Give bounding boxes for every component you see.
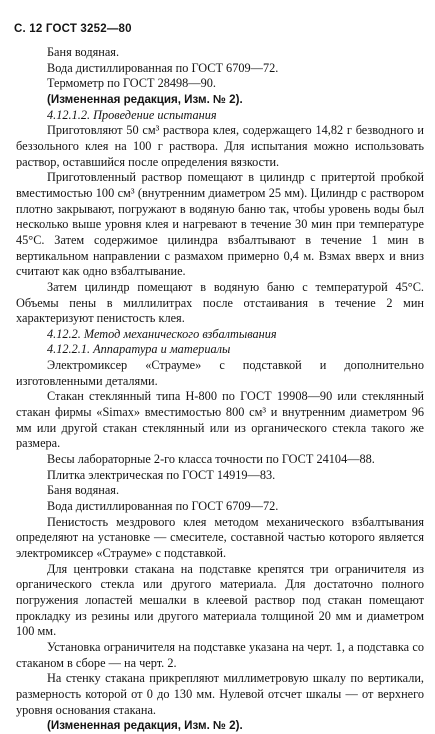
paragraph: На стенку стакана прикрепляют миллиметровую шкалу по вертикали, размерность которой от 0 до 130 мм. Нулевой отсчет шкалы — от верхнего уровня основания стакана. [16,671,424,717]
section-heading: 4.12.2. Метод механического взбалтывания [47,326,277,341]
paragraph: Затем цилиндр помещают в водяную баню с температурой 45°С. Объемы пены в миллилитрах после отстаивания в течение 2 мин характеризуют пенистость клея. [16,279,424,326]
text-line: Весы лабораторные 2-го класса точности по ГОСТ 24104—88. [47,452,375,467]
paragraph: Для центровки стакана на подставке крепятся три ограничителя из органического стекла или другого материала. Для достаточно полного погружения лопастей мешалки в клеевой раствор под стакан помещают прокладку из резины или другого материала толщиной 20 мм и диаметром 100 мм. [16,561,424,639]
paragraph: Установка ограничителя на подставке указана на черт. 1, а подставка со стаканом в сборе — на черт. 2. [16,639,424,670]
text-line: Баня водяная. [47,483,120,498]
paragraph: Пенистость мездрового клея методом механического взбалтывания определяют на установке — смесителе, составной частью которого является электромиксер «Страуме» с подставкой. [16,514,424,560]
text-line: Вода дистиллированная по ГОСТ 6709—72. [47,499,279,514]
text-line: Вода дистиллированная по ГОСТ 6709—72. [47,60,279,75]
section-heading: 4.12.2.1. Аппаратура и материалы [47,342,231,357]
amendment-note: (Измененная редакция, Изм. № 2). [47,92,243,106]
paragraph: Электромиксер «Страуме» с подставкой и дополнительно изготовленными деталями. [16,358,424,388]
text-line: Плитка электрическая по ГОСТ 14919—83. [47,467,276,482]
text-line: Термометр по ГОСТ 28498—90. [47,76,216,91]
paragraph: Приготовляют 50 см³ раствора клея, содержащего 14,82 г безводного и беззольного клея на 100 г раствора. Для испытания можно использовать раствор, оставшийся после определения вязкости. [16,123,424,169]
paragraph: Стакан стеклянный типа Н-800 по ГОСТ 19908—90 или стеклянный стакан фирмы «Simax» вместимостью 800 см³ и внутренним диаметром 96 мм или другой стакан стеклянный или из органического стекла такого же размера. [16,389,424,451]
page-header: С. 12 ГОСТ 3252—80 [14,23,132,35]
paragraph: Приготовленный раствор помещают в цилиндр с притертой пробкой вместимостью 100 см³ (внутренним диаметром 25 мм). Цилиндр с раствором плотно закрывают, погружают в водяную баню так, чтобы уровень воды был несколько выше уровня клея и нагревают в течение 30 мин при температуре 45°С. Затем содержимое цилиндра взбалтывают в течение 1 мин в вертикальном направлении с размахом примерно 0,4 м. Взмах вверх и вниз считают как одно взбалтывание. [16,170,424,279]
section-heading: 4.12.1.2. Проведение испытания [47,107,217,122]
document-body [16,45,424,734]
text-line: Баня водяная. [47,45,120,59]
amendment-note: (Измененная редакция, Изм. № 2). [47,719,243,733]
